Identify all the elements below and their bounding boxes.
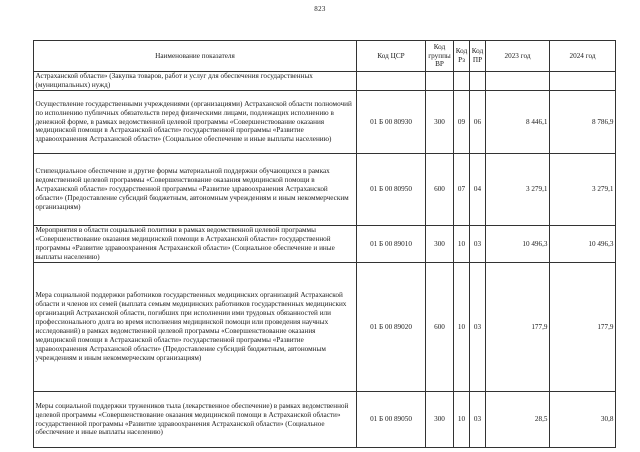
header-name: Наименование показателя xyxy=(34,41,357,72)
row-2023 xyxy=(486,72,550,91)
row-csr: 01 Б 00 89010 xyxy=(357,226,426,263)
row-vr xyxy=(426,72,454,91)
row-2023: 28,5 xyxy=(486,392,550,448)
row-vr: 300 xyxy=(426,226,454,263)
budget-table xyxy=(33,40,616,448)
row-csr: 01 Б 00 80930 xyxy=(357,91,426,154)
row-pr: 03 xyxy=(470,226,486,263)
row-2023: 3 279,1 xyxy=(486,154,550,226)
row-vr: 600 xyxy=(426,263,454,392)
row-csr: 01 Б 00 89020 xyxy=(357,263,426,392)
header-pr: Код ПР xyxy=(470,41,486,72)
table-row xyxy=(34,392,616,448)
row-vr: 300 xyxy=(426,91,454,154)
table-row xyxy=(34,263,616,392)
row-rz: 10 xyxy=(454,226,470,263)
row-csr: 01 Б 00 80950 xyxy=(357,154,426,226)
row-name: Мероприятия в области социальной политики в рамках ведомственной целевой программы «Совершенствование оказания медицинской помощи в Астраханской области» государственной программы «Развитие здравоохранения Астраханской области» (Социальное обеспечение и иные выплаты населению) xyxy=(34,226,357,263)
row-csr xyxy=(357,72,426,91)
table-header-row xyxy=(34,41,616,72)
row-rz xyxy=(454,72,470,91)
row-rz: 10 xyxy=(454,263,470,392)
header-vr: Код группы ВР xyxy=(426,41,454,72)
row-vr: 600 xyxy=(426,154,454,226)
table-row xyxy=(34,91,616,154)
row-vr: 300 xyxy=(426,392,454,448)
table-row xyxy=(34,226,616,263)
row-pr: 03 xyxy=(470,263,486,392)
row-pr: 04 xyxy=(470,154,486,226)
row-name: Стипендиальное обеспечение и другие формы материальной поддержки обучающихся в рамках ведомственной целевой программы «Совершенствование оказания медицинской помощи в Астраханской области» государственной программы «Развитие здравоохранения Астраханской области» (Предоставление субсидий бюджетным, автономным учреждениям и иным некоммерческим организациям) xyxy=(34,154,357,226)
row-2024 xyxy=(550,72,616,91)
row-2024: 30,8 xyxy=(550,392,616,448)
row-pr: 06 xyxy=(470,91,486,154)
row-2024: 10 496,3 xyxy=(550,226,616,263)
row-name: Осуществление государственными учреждениями (организациями) Астраханской области полномочий по исполнению публичных обязательств перед физическими лицами, подлежащих исполнению в денежной форме, в рамках ведомственной целевой программы «Совершенствование оказания медицинской помощи в Астраханской области» государственной программы «Развитие здравоохранения Астраханской области» (Социальное обеспечение и иные выплаты населению) xyxy=(34,91,357,154)
row-csr: 01 Б 00 89050 xyxy=(357,392,426,448)
table-row xyxy=(34,72,616,91)
row-rz: 10 xyxy=(454,392,470,448)
header-csr: Код ЦСР xyxy=(357,41,426,72)
row-name: Меры социальной поддержки тружеников тыла (лекарственное обеспечение) в рамках ведомственной целевой программы «Совершенствование оказания медицинской помощи в Астраханской области» государственной программы «Развитие здравоохранения Астраханской области» (Социальное обеспечение и иные выплаты населению) xyxy=(34,392,357,448)
row-pr: 03 xyxy=(470,392,486,448)
header-rz: Код Рз xyxy=(454,41,470,72)
row-2024: 8 786,9 xyxy=(550,91,616,154)
row-2023: 177,9 xyxy=(486,263,550,392)
row-2023: 8 446,1 xyxy=(486,91,550,154)
row-rz: 09 xyxy=(454,91,470,154)
row-2024: 177,9 xyxy=(550,263,616,392)
header-2024: 2024 год xyxy=(550,41,616,72)
row-name: Астраханской области» (Закупка товаров, работ и услуг для обеспечения государственных (муниципальных) нужд) xyxy=(34,72,357,91)
page-number: 823 xyxy=(314,5,326,13)
table-row xyxy=(34,154,616,226)
header-2023: 2023 год xyxy=(486,41,550,72)
row-rz: 07 xyxy=(454,154,470,226)
row-2024: 3 279,1 xyxy=(550,154,616,226)
row-name: Мера социальной поддержки работников государственных медицинских организаций Астраханской области и членов их семей (выплата семьям медицинских работников государственных медицинских организаций Астраханской области, погибших при исполнении ими трудовых обязанностей или профессионального долга во время исполнения медицинской помощи или проведения научных исследований) в рамках ведомственной целевой программы «Совершенствование оказания медицинской помощи в Астраханской области» государственной программы «Развитие здравоохранения Астраханской области» (Предоставление субсидий бюджетным, автономным учреждениям и иным некоммерческим организациям) xyxy=(34,263,357,392)
row-pr xyxy=(470,72,486,91)
row-2023: 10 496,3 xyxy=(486,226,550,263)
